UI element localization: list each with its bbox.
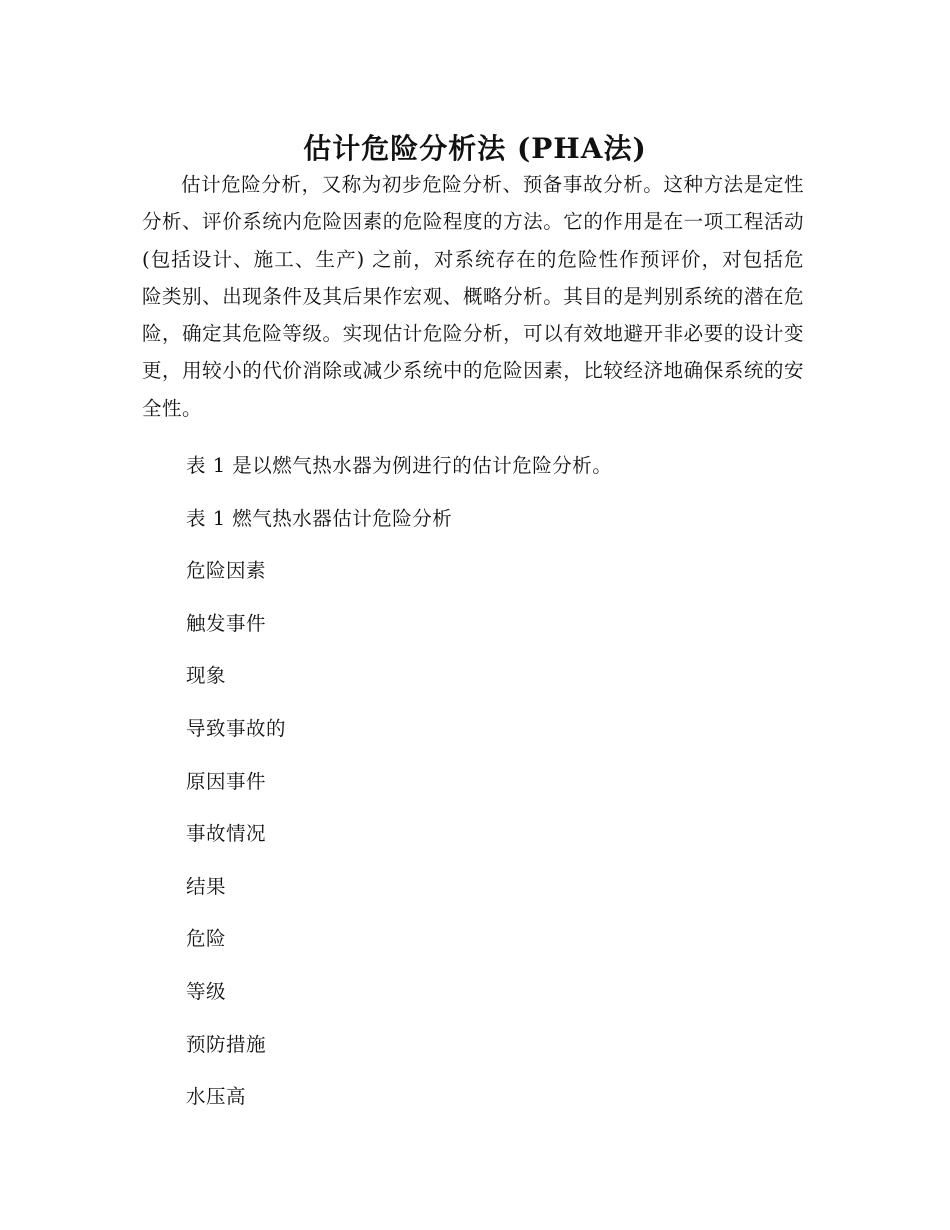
list-item: 触发事件 <box>186 611 267 635</box>
intro-paragraph: 估计危险分析，又称为初步危险分析、预备事故分析。这种方法是定性分析、评价系统内危险因素的危险程度的方法。它的作用是在一项工程活动(包括设计、施工、生产) 之前，对系统存在的危险性作预评价，对包括危险类别、出现条件及其后果作宏观、概略分析。其目的是判别系统的潜在危险，确定其危险等级。实现估计危险分析，可以有效地避开非必要的设计变更，用较小的代价消除或减少系统中的危险因素，比较经济地确保系统的安全性。 <box>142 173 804 420</box>
list-item: 危险 <box>186 927 227 951</box>
list-item: 水压高 <box>186 1085 247 1109</box>
document-title: 估计危险分析法 (PHA法) <box>303 131 647 165</box>
list-item: 结果 <box>186 874 227 898</box>
list-item: 预防措施 <box>186 1032 267 1056</box>
table-intro-sentence: 表 1 是以燃气热水器为例进行的估计危险分析。 <box>186 454 613 477</box>
list-item: 等级 <box>186 979 227 1003</box>
list-item: 原因事件 <box>186 769 267 793</box>
list-item: 事故情况 <box>186 822 267 846</box>
list-item: 现象 <box>186 664 227 688</box>
content-lines <box>186 440 612 1124</box>
list-item: 导致事故的 <box>186 716 287 740</box>
table-caption: 表 1 燃气热水器估计危险分析 <box>186 506 453 530</box>
list-item: 危险因素 <box>186 559 267 583</box>
